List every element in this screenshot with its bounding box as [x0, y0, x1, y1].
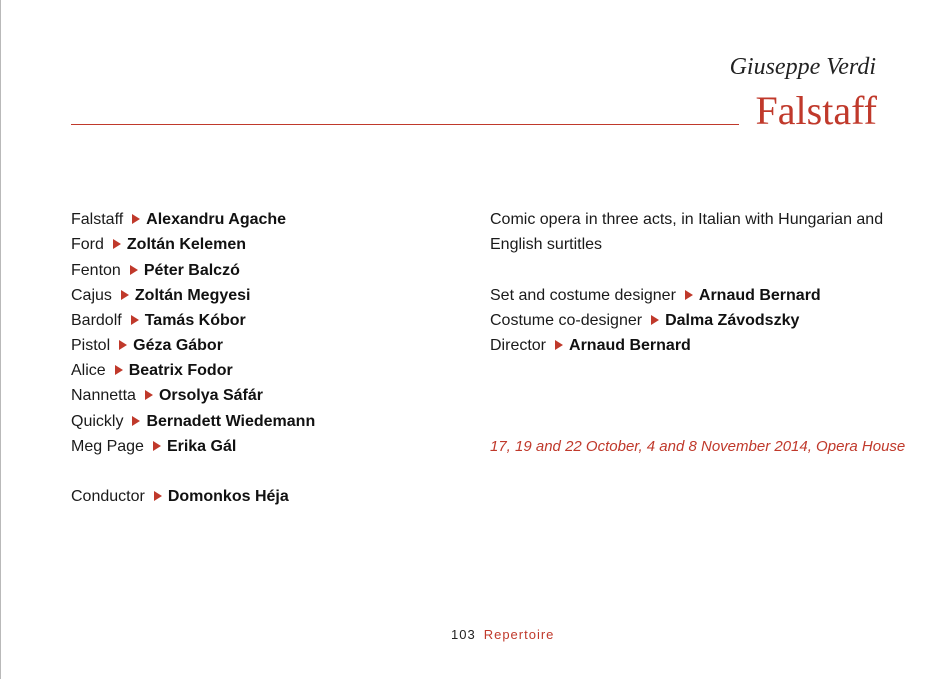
conductor-role: Conductor [71, 488, 145, 505]
cast-name: Alexandru Agache [146, 211, 287, 228]
description-line: English surtitles [490, 236, 603, 253]
opera-title: Falstaff [755, 88, 877, 133]
triangle-bullet-icon [119, 340, 127, 350]
cast-role: Nannetta [71, 387, 136, 404]
creative-role: Director [490, 337, 547, 354]
creative-line [490, 336, 691, 356]
cast-role: Ford [71, 236, 104, 253]
triangle-bullet-icon [132, 416, 140, 426]
cast-role: Bardolf [71, 312, 122, 329]
cast-line [71, 261, 240, 281]
title-rule [71, 124, 739, 125]
creative-role: Costume co-designer [490, 312, 643, 329]
cast-name: Beatrix Fodor [128, 362, 233, 379]
triangle-bullet-icon [132, 214, 140, 224]
page-footer [451, 626, 554, 644]
cast-line [71, 386, 263, 406]
cast-name: Tamás Kóbor [144, 312, 246, 329]
triangle-bullet-icon [555, 340, 563, 350]
page-edge [0, 0, 1, 679]
creative-role: Set and costume designer [490, 287, 676, 304]
page-number: 103 [451, 627, 476, 642]
creative-name: Arnaud Bernard [569, 337, 691, 354]
cast-line [71, 437, 236, 457]
triangle-bullet-icon [115, 365, 123, 375]
cast-name: Orsolya Sáfár [158, 387, 263, 404]
triangle-bullet-icon [145, 390, 153, 400]
cast-name: Zoltán Kelemen [126, 236, 247, 253]
section-name: Repertoire [483, 627, 555, 642]
triangle-bullet-icon [154, 491, 162, 501]
cast-name: Erika Gál [166, 438, 237, 455]
conductor-line [71, 487, 289, 507]
cast-role: Alice [71, 362, 106, 379]
creative-name: Dalma Závodszky [665, 312, 800, 329]
cast-line [71, 235, 246, 255]
cast-line [71, 336, 223, 356]
cast-role: Quickly [71, 413, 124, 430]
cast-role: Falstaff [71, 211, 124, 228]
triangle-bullet-icon [113, 239, 121, 249]
cast-line [71, 412, 315, 432]
cast-role: Fenton [71, 262, 121, 279]
description-line: Comic opera in three acts, in Italian with Hungarian and [490, 211, 884, 228]
creative-name: Arnaud Bernard [698, 287, 821, 304]
creative-line [490, 311, 799, 331]
cast-role: Meg Page [71, 438, 144, 455]
cast-line [71, 361, 233, 381]
performance-dates: 17, 19 and 22 October, 4 and 8 November 2014, Opera House [490, 438, 906, 455]
cast-role: Cajus [71, 287, 112, 304]
title-row [71, 88, 877, 134]
cast-role: Pistol [71, 337, 111, 354]
triangle-bullet-icon [685, 290, 693, 300]
cast-name: Péter Balczó [143, 262, 240, 279]
conductor-name: Domonkos Héja [167, 488, 289, 505]
cast-line [71, 286, 250, 306]
composer-name: Giuseppe Verdi [729, 54, 876, 80]
cast-name: Zoltán Megyesi [134, 287, 251, 304]
cast-name: Bernadett Wiedemann [146, 413, 316, 430]
cast-name: Géza Gábor [133, 337, 223, 354]
triangle-bullet-icon [121, 290, 129, 300]
triangle-bullet-icon [130, 265, 138, 275]
creative-line [490, 286, 821, 306]
cast-line [71, 210, 286, 230]
triangle-bullet-icon [153, 441, 161, 451]
triangle-bullet-icon [131, 315, 139, 325]
cast-line [71, 311, 246, 331]
triangle-bullet-icon [651, 315, 659, 325]
